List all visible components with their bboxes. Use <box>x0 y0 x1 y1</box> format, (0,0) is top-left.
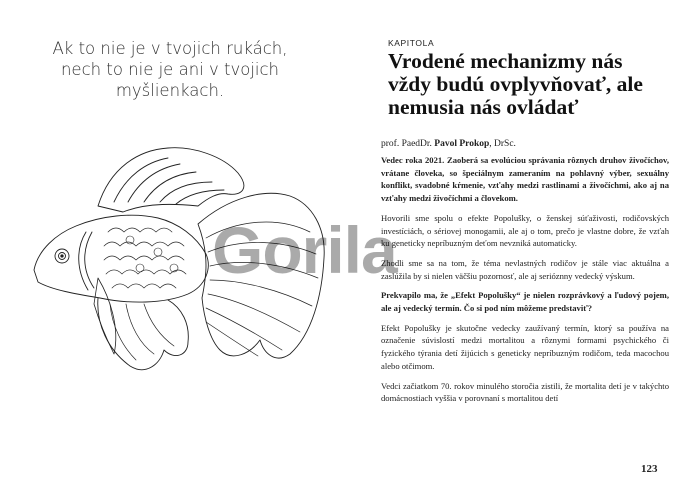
paragraph-question: Prekvapilo ma, že „Efekt Popolušky“ je nielen rozprávkový a ľudový pojem, ale aj vedecký termín. Čo si pod ním môžeme predstaviť? <box>381 290 669 314</box>
quote <box>40 38 300 101</box>
quote-line: myšlienkach. <box>115 81 225 100</box>
paragraph-intro: Vedec roka 2021. Zaoberá sa evolúciou správania rôznych druhov živočíchov, vrátane človeka, so špeciálnym zameraním na pohlavný výber, sexuálny konflikt, svadobné kŕmenie, vzťahy medzi rastlinami a živočíchmi, ako aj na vzťahy medzi živočíchmi a človekom. <box>381 155 669 204</box>
paragraph: Zhodli sme sa na tom, že téma nevlastných rodičov je stále viac aktuálna a zaslúžila by si nielen väčšiu pozornosť, ale aj serióznny vedecký výskum. <box>381 257 669 281</box>
quote-line: nech to nie je ani v tvojich <box>60 60 280 79</box>
chapter-kicker: KAPITOLA <box>388 38 435 48</box>
title-line: Vrodené mechanizmy nás <box>388 49 623 73</box>
author-prefix: prof. PaedDr. <box>381 139 432 149</box>
title-line: nemusia nás ovládať <box>388 95 579 119</box>
paragraph: Vedci začiatkom 70. rokov minulého storočia zistili, že mortalita detí je v takýchto domácnostiach vyššia v porovnaní s mortalitou detí <box>381 380 669 404</box>
page-number: 123 <box>641 463 658 475</box>
article-body <box>381 154 669 412</box>
right-page <box>350 0 700 495</box>
author-name: Pavol Prokop <box>434 139 490 149</box>
title-line: vždy budú ovplyvňovať, ale <box>388 72 643 96</box>
chapter-title <box>388 50 688 119</box>
author-line <box>381 139 516 149</box>
paragraph: Hovorili sme spolu o efekte Popolušky, o ženskej súťaživosti, rodičovských investíciách, o sériovej monogamii, ale aj o tom, prečo je vlastne dobre, že vzťah ku geneticky nepríbuzným deťom nevzniká automaticky. <box>381 212 669 249</box>
watermark-logo: Gorila <box>212 213 397 287</box>
author-suffix: , DrSc. <box>489 139 516 149</box>
paragraph: Efekt Popolušky je skutočne vedecky zaužívaný termín, ktorý sa používa na označenie súvislostí medzi mortalitou a rôznymi formami psychického či fyzického týrania detí žijúcich s geneticky nepríbuzným rodičom, teda macochou alebo otčimom. <box>381 322 669 371</box>
quote-line: Ak to nie je v tvojich rukách, <box>52 39 288 58</box>
